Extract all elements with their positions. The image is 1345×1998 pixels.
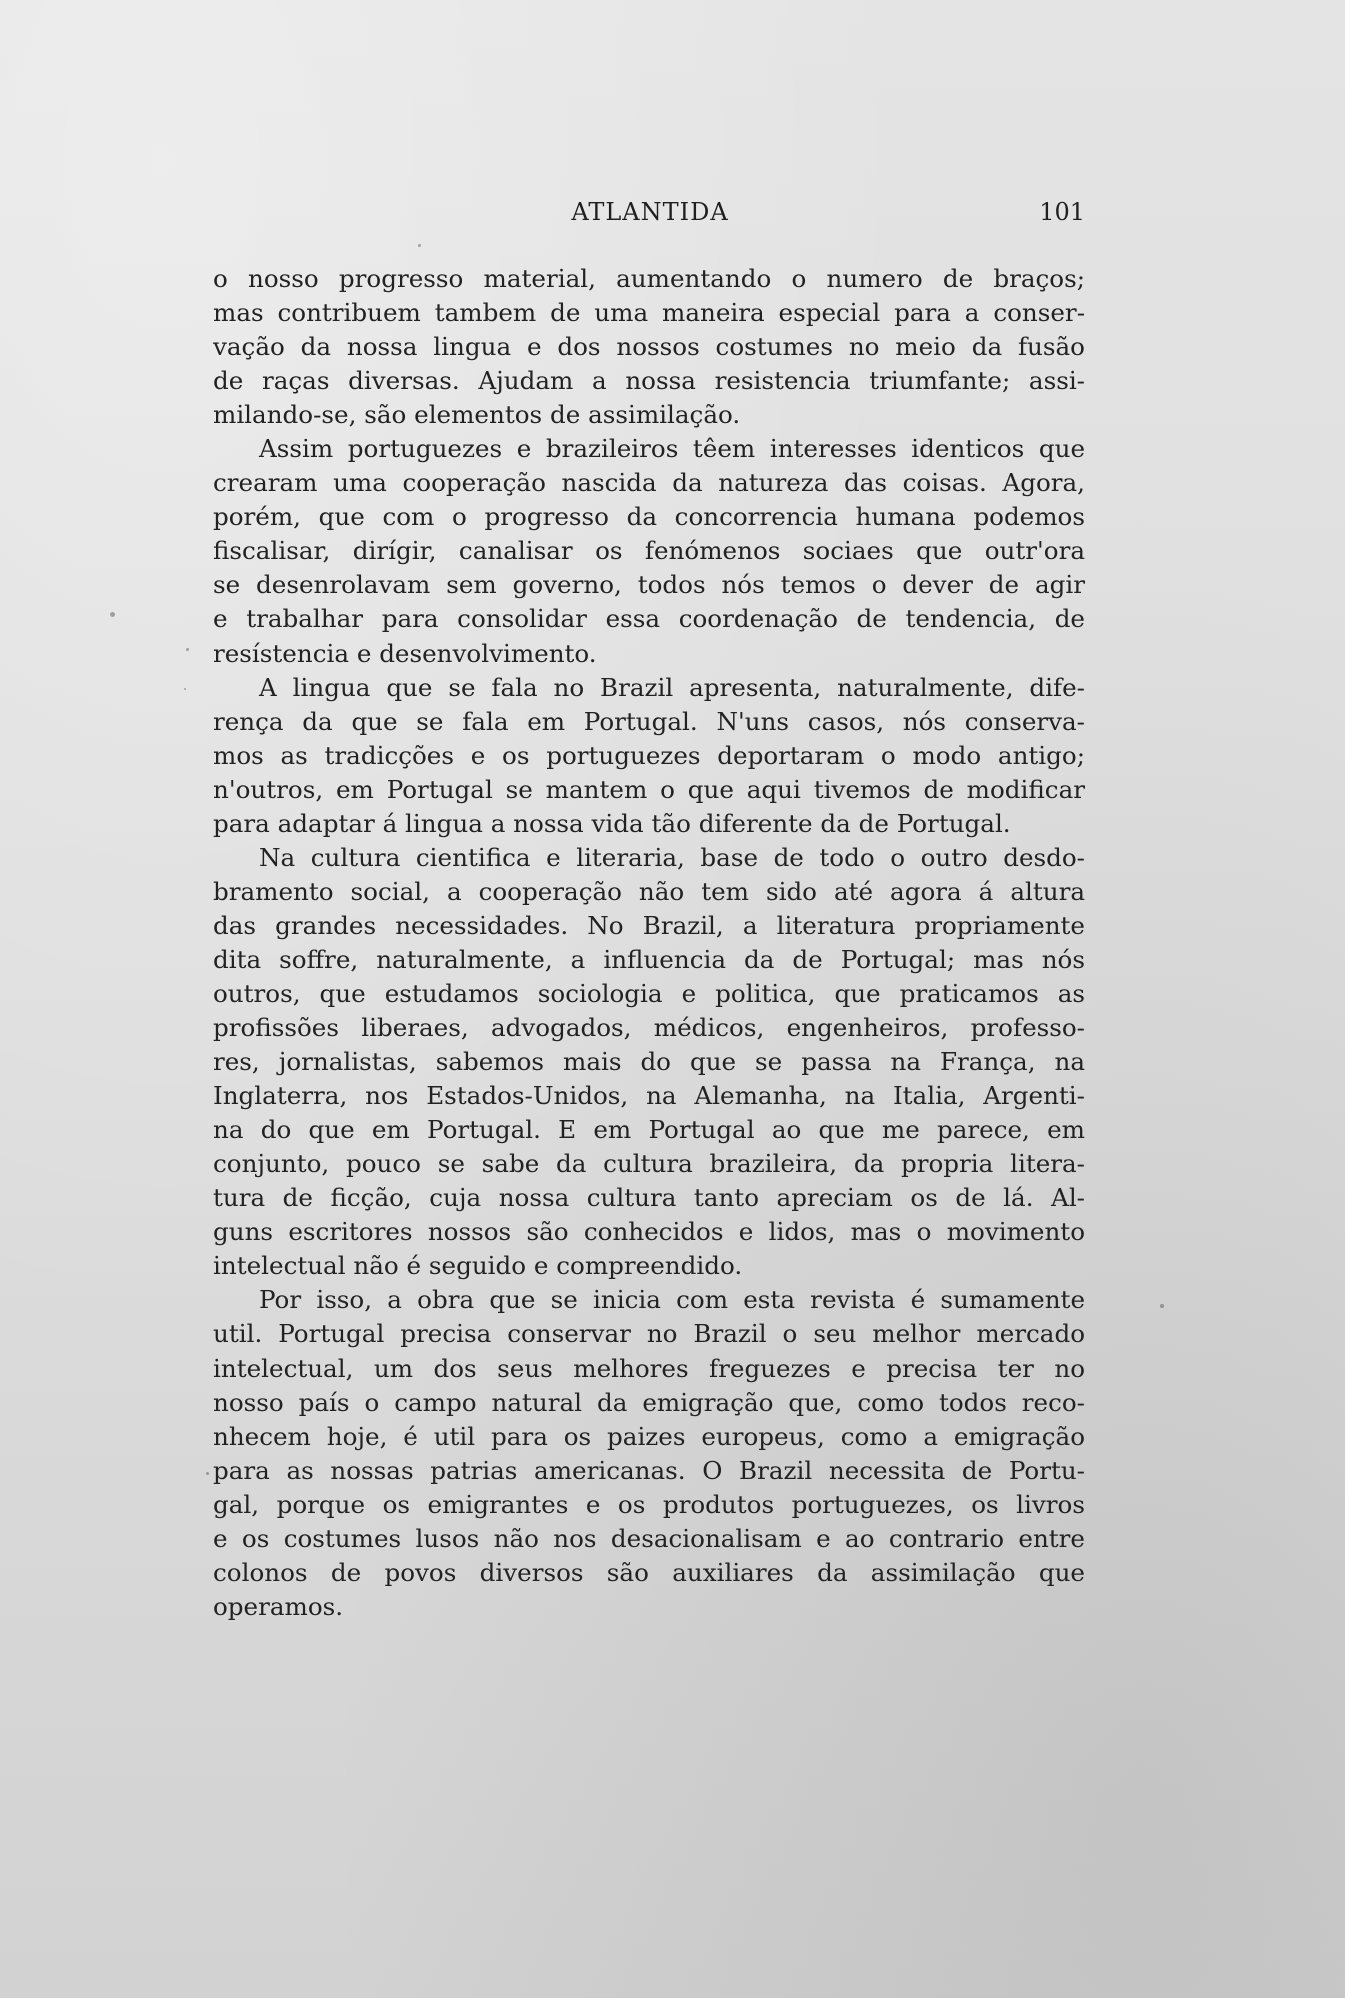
text-line: profissões liberaes, advogados, médicos, engenheiros, professo- — [213, 1013, 1085, 1043]
print-speck — [418, 244, 421, 247]
text-line: A lingua que se fala no Brazil apresenta, naturalmente, dife- — [259, 672, 1085, 702]
text-line: n'outros, em Portugal se mantem o que aqui tivemos de modificar — [213, 774, 1085, 804]
text-line: Inglaterra, nos Estados-Unidos, na Alemanha, na Italia, Argenti- — [213, 1081, 1085, 1111]
text-line: outros, que estudamos sociologia e politica, que praticamos as — [213, 978, 1085, 1008]
print-speck — [206, 1472, 209, 1475]
text-line: de raças diversas. Ajudam a nossa resistencia triumfante; assi- — [213, 366, 1085, 396]
text-line: nosso país o campo natural da emigração que, como todos reco- — [213, 1387, 1085, 1417]
text-line: fiscalisar, dirígir, canalisar os fenómenos sociaes que outr'ora — [213, 536, 1085, 566]
text-line: vação da nossa lingua e dos nossos costumes no meio da fusão — [213, 332, 1085, 362]
text-line: o nosso progresso material, aumentando o numero de braços; — [213, 264, 1085, 293]
text-line: conjunto, pouco se sabe da cultura brazileira, da propria litera- — [213, 1149, 1085, 1179]
text-line: colonos de povos diversos são auxiliares da assimilação que — [213, 1557, 1085, 1587]
text-line: das grandes necessidades. No Brazil, a literatura propriamente — [213, 910, 1085, 940]
text-line: porém, que com o progresso da concorrencia humana podemos — [213, 502, 1085, 532]
body-text — [213, 262, 1085, 1624]
print-speck — [1160, 1304, 1164, 1308]
text-line: util. Portugal precisa conservar no Brazil o seu melhor mercado — [213, 1319, 1085, 1349]
page-number: 101 — [1039, 198, 1085, 226]
running-head — [215, 198, 1085, 238]
text-line: na do que em Portugal. E em Portugal ao que me parece, em — [213, 1115, 1085, 1145]
text-line: mas contribuem tambem de uma maneira especial para a conser- — [213, 298, 1085, 328]
print-speck — [110, 612, 115, 617]
text-line: e trabalhar para consolidar essa coordenação de tendencia, de — [213, 604, 1085, 634]
text-line: operamos. — [213, 1591, 344, 1621]
text-line: gal, porque os emigrantes e os produtos portuguezes, os livros — [213, 1489, 1085, 1519]
text-line: intelectual não é seguido e compreendido. — [213, 1251, 743, 1281]
text-line: rença da que se fala em Portugal. N'uns casos, nós conserva- — [213, 706, 1085, 736]
text-line: dita soffre, naturalmente, a influencia da de Portugal; mas nós — [213, 944, 1085, 974]
text-line: para as nossas patrias americanas. O Brazil necessita de Portu- — [213, 1455, 1085, 1485]
text-line: mos as tradicções e os portuguezes deportaram o modo antigo; — [213, 740, 1085, 770]
text-line: milando-se, são elementos de assimilação. — [213, 400, 741, 430]
print-speck — [184, 688, 186, 690]
text-line: tura de ficção, cuja nossa cultura tanto apreciam os de lá. Al- — [213, 1183, 1085, 1213]
text-line: Por isso, a obra que se inicia com esta revista é sumamente — [259, 1285, 1085, 1315]
text-line: para adaptar á lingua a nossa vida tão diferente da de Portugal. — [213, 808, 1011, 838]
print-speck — [186, 648, 189, 651]
text-line: resístencia e desenvolvimento. — [213, 638, 597, 668]
text-line: Assim portuguezes e brazileiros têem interesses identicos que — [259, 434, 1085, 464]
text-line: se desenrolavam sem governo, todos nós temos o dever de agir — [213, 570, 1085, 600]
text-line: Na cultura cientifica e literaria, base de todo o outro desdo- — [259, 842, 1085, 872]
text-line: res, jornalistas, sabemos mais do que se passa na França, na — [213, 1047, 1085, 1077]
text-line: crearam uma cooperação nascida da natureza das coisas. Agora, — [213, 468, 1085, 498]
text-line: guns escritores nossos são conhecidos e lidos, mas o movimento — [213, 1217, 1085, 1247]
text-line: nhecem hoje, é util para os paizes europeus, como a emigração — [213, 1421, 1085, 1451]
text-line: intelectual, um dos seus melhores freguezes e precisa ter no — [213, 1353, 1085, 1383]
text-line: bramento social, a cooperação não tem sido até agora á altura — [213, 876, 1085, 906]
running-title: ATLANTIDA — [571, 198, 729, 226]
text-line: e os costumes lusos não nos desacionalisam e ao contrario entre — [213, 1523, 1085, 1553]
